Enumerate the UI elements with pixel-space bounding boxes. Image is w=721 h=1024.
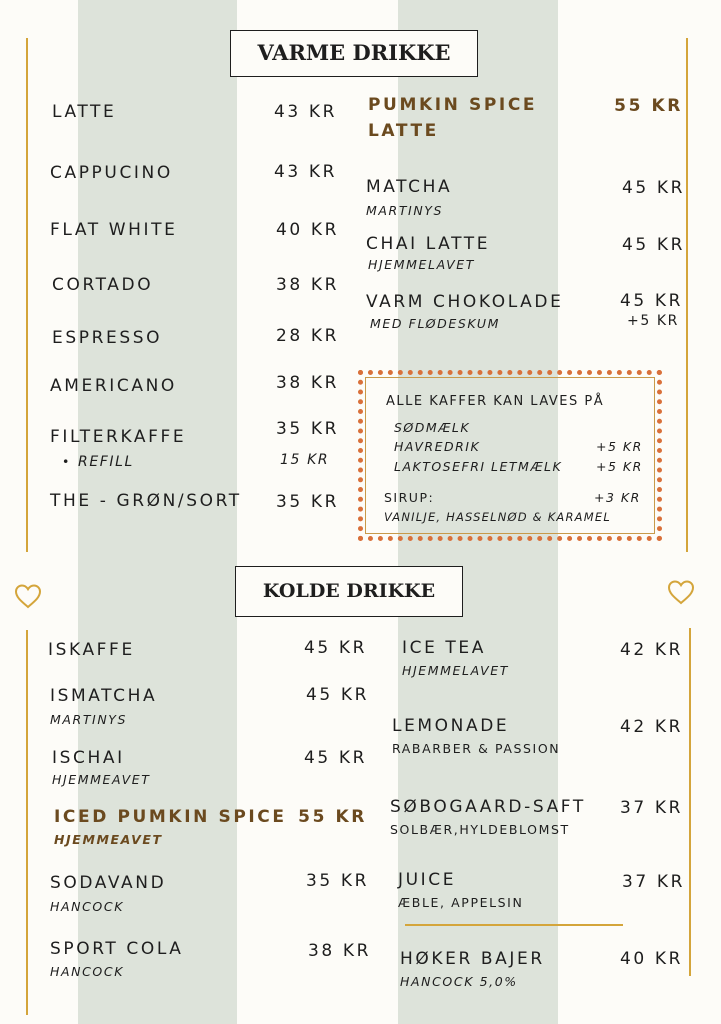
gold-divider — [686, 38, 688, 552]
menu-item-price: 45 KR — [620, 291, 683, 311]
menu-item-sub: MARTINYS — [50, 712, 128, 727]
menu-item-name: CAPPUCINO — [50, 163, 173, 183]
background-stripe — [78, 0, 237, 1024]
menu-item-sub: HANCOCK 5,0% — [400, 974, 518, 989]
menu-item-name: CORTADO — [52, 275, 154, 295]
menu-item-price: 42 KR — [620, 717, 683, 737]
menu-item-sub: HJEMMEAVET — [52, 772, 151, 787]
menu-item-price-featured: 55 KR — [298, 807, 367, 827]
menu-item-price-featured: 55 KR — [614, 96, 683, 116]
menu-item-sub: ÆBLE, APPELSIN — [398, 895, 524, 910]
menu-item-name-featured: PUMKIN SPICE — [368, 95, 538, 115]
menu-item-price: 45 KR — [304, 638, 367, 658]
menu-item-name: SODAVAND — [50, 873, 167, 893]
menu-item-sub: MED FLØDESKUM — [370, 316, 501, 331]
milk-option-price: +5 KR — [596, 459, 643, 474]
menu-item-price: 42 KR — [620, 640, 683, 660]
warm-drinks-title: VARME DRIKKE — [230, 30, 478, 77]
menu-item-price: 37 KR — [622, 872, 685, 892]
heart-icon — [13, 582, 43, 610]
menu-item-name: FLAT WHITE — [50, 220, 178, 240]
menu-item-name: FILTERKAFFE — [50, 427, 187, 447]
menu-item-price: 40 KR — [276, 220, 339, 240]
menu-item-price: 35 KR — [306, 871, 369, 891]
menu-item-sub: HANCOCK — [50, 964, 124, 979]
menu-item-sub: REFILL — [78, 454, 134, 470]
menu-item-name: CHAI LATTE — [366, 234, 491, 254]
menu-item-name: ICE TEA — [402, 638, 486, 658]
menu-item-price: 38 KR — [276, 373, 339, 393]
milk-option-price: +5 KR — [596, 439, 643, 454]
milk-option: SØDMÆLK — [394, 420, 471, 435]
menu-item-price: 38 KR — [308, 941, 371, 961]
menu-item-sub: HJEMMELAVET — [402, 663, 510, 678]
menu-item-sub: HANCOCK — [50, 899, 124, 914]
menu-item-name-featured: LATTE — [368, 121, 439, 141]
menu-item-sub-price: 15 KR — [280, 452, 330, 468]
menu-item-name: SØBOGAARD-SAFT — [390, 797, 586, 817]
menu-item-name: ISKAFFE — [48, 640, 135, 660]
menu-item-price: 45 KR — [622, 178, 685, 198]
milk-options-heading: ALLE KAFFER KAN LAVES PÅ — [386, 394, 605, 409]
menu-item-price: 43 KR — [274, 102, 337, 122]
syrup-flavors: VANILJE, HASSELNØD & KARAMEL — [384, 510, 611, 524]
menu-item-price: 38 KR — [276, 275, 339, 295]
menu-item-name: SPORT COLA — [50, 939, 184, 959]
menu-item-price: 37 KR — [620, 798, 683, 818]
menu-item-price: 28 KR — [276, 326, 339, 346]
menu-item-sub: HJEMMEAVET — [54, 832, 163, 847]
menu-item-price: 40 KR — [620, 949, 683, 969]
menu-item-sub: HJEMMELAVET — [368, 257, 476, 272]
gold-divider — [26, 630, 28, 1015]
menu-item-sub: RABARBER & PASSION — [392, 741, 561, 756]
syrup-label: SIRUP: — [384, 490, 435, 505]
gold-divider — [26, 38, 28, 552]
menu-item-extra-price: +5 KR — [627, 313, 679, 329]
milk-option: HAVREDRIK — [394, 439, 481, 454]
milk-option: LAKTOSEFRI LETMÆLK — [394, 459, 563, 474]
bullet-icon: • — [62, 454, 71, 469]
menu-item-name: HØKER BAJER — [400, 949, 545, 969]
menu-item-sub: SOLBÆR,HYLDEBLOMST — [390, 822, 570, 837]
menu-item-sub: MARTINYS — [366, 203, 444, 218]
menu-item-name: ESPRESSO — [52, 328, 163, 348]
menu-item-price: 45 KR — [622, 235, 685, 255]
menu-item-name: VARM CHOKOLADE — [366, 292, 564, 312]
menu-item-name: LEMONADE — [392, 716, 510, 736]
menu-item-name: JUICE — [398, 870, 457, 890]
menu-item-price: 35 KR — [276, 419, 339, 439]
menu-item-price: 45 KR — [306, 685, 369, 705]
cold-drinks-title: KOLDE DRIKKE — [235, 566, 463, 617]
menu-item-name: AMERICANO — [50, 376, 177, 396]
menu-item-name: LATTE — [52, 102, 117, 122]
heart-icon — [666, 578, 696, 606]
menu-item-name: MATCHA — [366, 177, 453, 197]
menu-item-name: ISCHAI — [52, 748, 125, 768]
menu-item-name-featured: ICED PUMKIN SPICE — [54, 807, 287, 827]
menu-item-price: 35 KR — [276, 492, 339, 512]
gold-divider — [689, 628, 691, 976]
menu-item-price: 43 KR — [274, 162, 337, 182]
syrup-price: +3 KR — [594, 490, 641, 505]
menu-item-name: THE - GRØN/SORT — [50, 491, 242, 511]
menu-item-price: 45 KR — [304, 748, 367, 768]
menu-item-name: ISMATCHA — [50, 686, 158, 706]
gold-divider — [405, 924, 623, 926]
